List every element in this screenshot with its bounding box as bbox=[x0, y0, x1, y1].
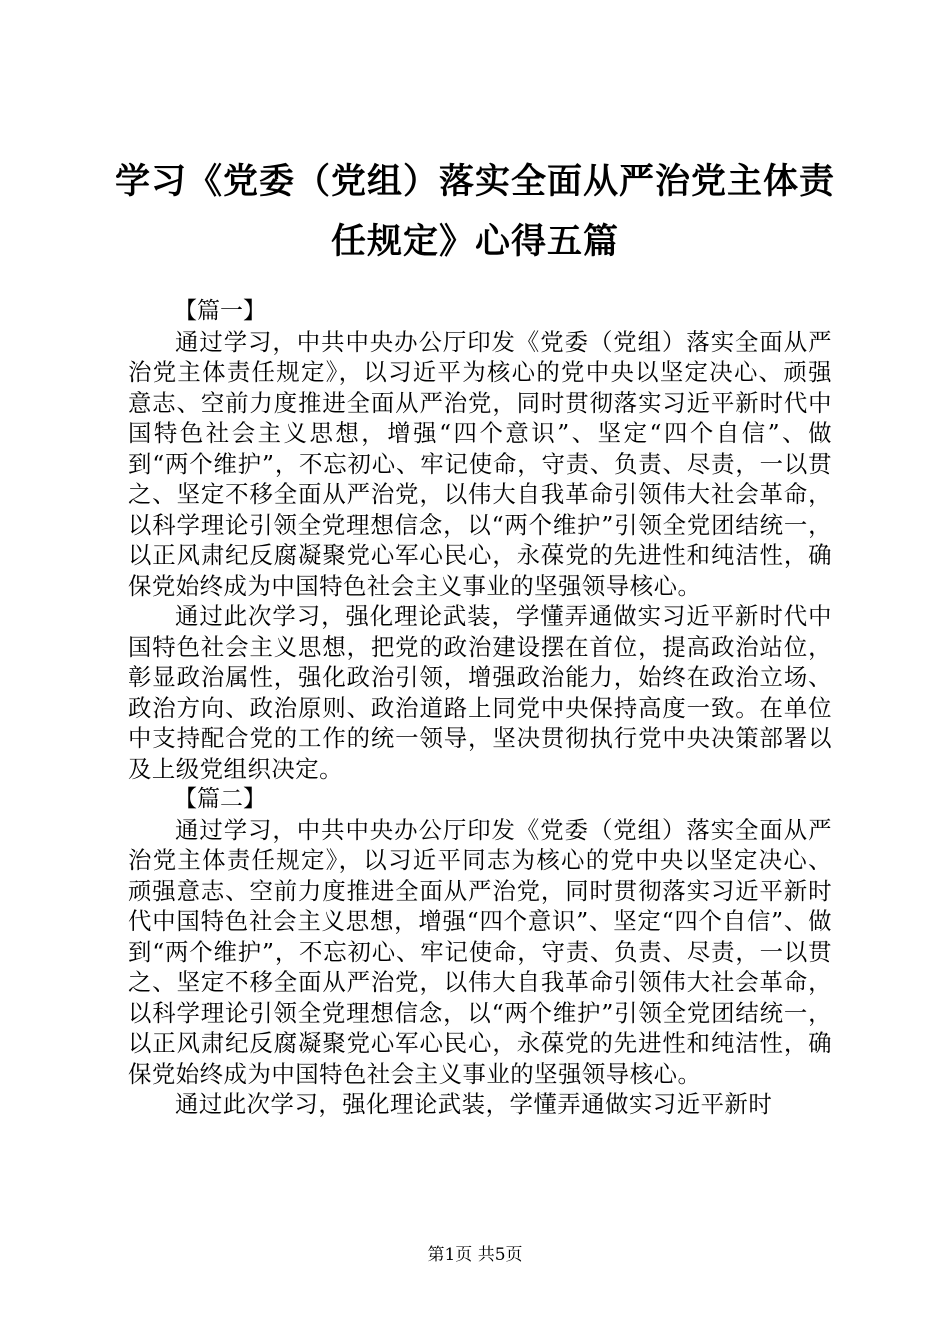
body-paragraph: 通过学习，中共中央办公厅印发《党委（党组）落实全面从严治党主体责任规定》，以习近平为核心的党中央以坚定决心、顽强意志、空前力度推进全面从严治党，同时贯彻落实习近平新时代中国特色社会主义思想，增强“四个意识”、坚定“四个自信”、做到“两个维护”，不忘初心、牢记使命，守责、负责、尽责，一以贯之、坚定不移全面从严治党，以伟大自我革命引领伟大社会革命，以科学理论引领全党理想信念，以“两个维护”引领全党团结统一，以正风肃纪反腐凝聚党心军心民心，永葆党的先进性和纯洁性，确保党始终成为中国特色社会主义事业的坚强领导核心。 bbox=[128, 327, 832, 600]
page-number-footer: 第1页 共5页 bbox=[427, 1245, 523, 1265]
document-body bbox=[128, 296, 832, 1120]
document-title-line-1: 学习《党委（党组）落实全面从严治党主体责 bbox=[114, 162, 835, 202]
document-title-line-2: 任规定》心得五篇 bbox=[330, 222, 619, 262]
body-paragraph: 通过学习，中共中央办公厅印发《党委（党组）落实全面从严治党主体责任规定》，以习近平同志为核心的党中央以坚定决心、顽强意志、空前力度推进全面从严治党，同时贯彻落实习近平新时代中国特色社会主义思想，增强“四个意识”、坚定“四个自信”、做到“两个维护”，不忘初心、牢记使命，守责、负责、尽责，一以贯之、坚定不移全面从严治党，以伟大自我革命引领伟大社会革命，以科学理论引领全党理想信念，以“两个维护”引领全党团结统一，以正风肃纪反腐凝聚党心军心民心，永葆党的先进性和纯洁性，确保党始终成为中国特色社会主义事业的坚强领导核心。 bbox=[128, 815, 832, 1088]
body-paragraph: 通过此次学习，强化理论武装，学懂弄通做实习近平新时 bbox=[175, 1090, 773, 1118]
section-heading: 【篇二】 bbox=[174, 786, 266, 812]
body-paragraph: 通过此次学习，强化理论武装，学懂弄通做实习近平新时代中国特色社会主义思想，把党的政治建设摆在首位，提高政治站位，彰显政治属性，强化政治引领，增强政治能力，始终在政治立场、政治方向、政治原则、政治道路上同党中央保持高度一致。在单位中支持配合党的工作的统一领导，坚决贯彻执行党中央决策部署以及上级党组织决定。 bbox=[128, 602, 832, 783]
section-heading: 【篇一】 bbox=[174, 298, 266, 324]
